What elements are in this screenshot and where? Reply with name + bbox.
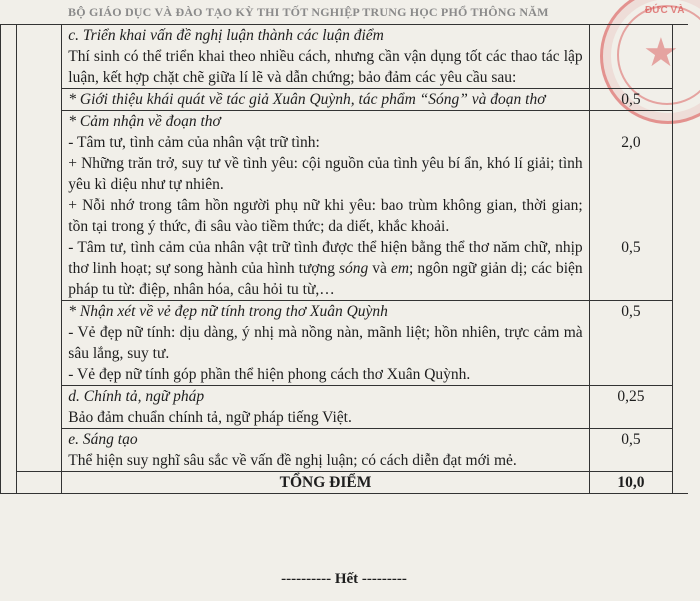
- document-header: [0, 0, 700, 22]
- art-word-song: sóng: [339, 260, 369, 277]
- header-text: BỘ GIÁO DỤC VÀ ĐÀO TẠO KỲ THI TỐT NGHIỆP TRUNG HỌC PHỔ THÔNG NĂM: [68, 5, 549, 19]
- criterion-text: + Những trăn trở, suy tư về tình yêu: cội nguồn của tình yêu bí ẩn, khó lí giải; tình yêu kì diệu như tự nhiên.: [68, 155, 583, 193]
- total-score: 10,0: [617, 474, 645, 491]
- criterion-cell: [62, 429, 589, 472]
- total-score-cell: [589, 472, 672, 494]
- end-marker: ---------- Hết ---------: [281, 571, 407, 587]
- criterion-cell: [62, 89, 589, 111]
- table-row: [1, 111, 689, 301]
- score-cell: [589, 429, 672, 472]
- criterion-text: - Vẻ đẹp nữ tính góp phần thể hiện phong cách thơ Xuân Quỳnh.: [68, 366, 471, 383]
- criterion-cell: [62, 301, 589, 386]
- total-section-cell: [16, 472, 61, 494]
- criterion-text: [68, 237, 582, 300]
- star-icon: ★: [643, 30, 679, 75]
- score-value: 0,25: [617, 388, 645, 405]
- table-row: [1, 25, 689, 89]
- score-value: 0,5: [621, 431, 641, 448]
- score-cell: [589, 111, 672, 301]
- table-row: [1, 429, 689, 472]
- art-line-a: - Tâm tư, tình cảm của nhân vật trữ tình được thể hiện bằng thể thơ năm chữ, nhịp thơ linh hoạt; sự song hành của hình tượng: [68, 239, 583, 277]
- criterion-heading: e. Sáng tạo: [68, 431, 138, 448]
- right-margin-cell: [673, 25, 688, 494]
- criterion-heading: c. Triển khai vấn đề nghị luận thành các luận điểm: [68, 27, 384, 44]
- criterion-text: Thí sinh có thể triển khai theo nhiều cách, nhưng cần vận dụng tốt các thao tác lập luận, kết hợp chặt chẽ giữa lí lẽ và dẫn chứng; bảo đảm các yêu cầu sau:: [68, 48, 583, 86]
- score-cell: [589, 301, 672, 386]
- criterion-heading: * Nhận xét về vẻ đẹp nữ tính trong thơ Xuân Quỳnh: [68, 303, 388, 320]
- score-cell: [589, 25, 672, 89]
- criterion-cell: [62, 25, 589, 89]
- art-line-c: ; ngôn ngữ giản dị; các biện pháp tu từ: điệp, nhân hóa, câu hỏi tu từ,…: [68, 260, 583, 298]
- score-value: 2,0: [621, 134, 641, 151]
- criterion-heading: d. Chính tả, ngữ pháp: [68, 388, 205, 405]
- criterion-cell: [62, 386, 589, 429]
- section-cell: [16, 25, 61, 472]
- scoring-table: [0, 24, 688, 494]
- criterion-heading: * Cảm nhận về đoạn thơ: [68, 113, 221, 130]
- total-label-cell: [62, 472, 589, 494]
- score-value-2: 0,5: [621, 239, 641, 256]
- art-line-b: và: [368, 260, 391, 277]
- table-row: [1, 89, 689, 111]
- table-row: [1, 386, 689, 429]
- criterion-text: Thể hiện suy nghĩ sâu sắc về vấn đề nghị luận; có cách diễn đạt mới mẻ.: [68, 452, 517, 469]
- criterion-text: Bảo đảm chuẩn chính tả, ngữ pháp tiếng Việt.: [68, 409, 352, 426]
- seal-text: ĐỨC VÀ: [645, 5, 685, 16]
- score-value: 0,5: [621, 91, 641, 108]
- score-cell: [589, 89, 672, 111]
- criterion-cell: [62, 111, 589, 301]
- table-row: [1, 301, 689, 386]
- left-margin-cell: [1, 25, 17, 494]
- score-value: 0,5: [621, 303, 641, 320]
- criterion-heading: * Giới thiệu khái quát về tác giả Xuân Quỳnh, tác phẩm “Sóng” và đoạn thơ: [68, 91, 546, 108]
- criterion-text: - Tâm tư, tình cảm của nhân vật trữ tình:: [68, 134, 320, 151]
- total-label: TỔNG ĐIỂM: [279, 474, 372, 491]
- criterion-text: + Nỗi nhớ trong tâm hồn người phụ nữ khi yêu: bao trùm không gian, thời gian; tồn tại trong ý thức, đi sâu vào tiềm thức; da diết, khắc khoải.: [68, 197, 583, 235]
- total-row: [1, 472, 689, 494]
- art-word-em: em: [390, 260, 410, 277]
- score-cell: [589, 386, 672, 429]
- criterion-text: - Vẻ đẹp nữ tính: dịu dàng, ý nhị mà nồng nàn, mãnh liệt; hồn nhiên, trực cảm mà sâu lắng, suy tư.: [68, 324, 583, 362]
